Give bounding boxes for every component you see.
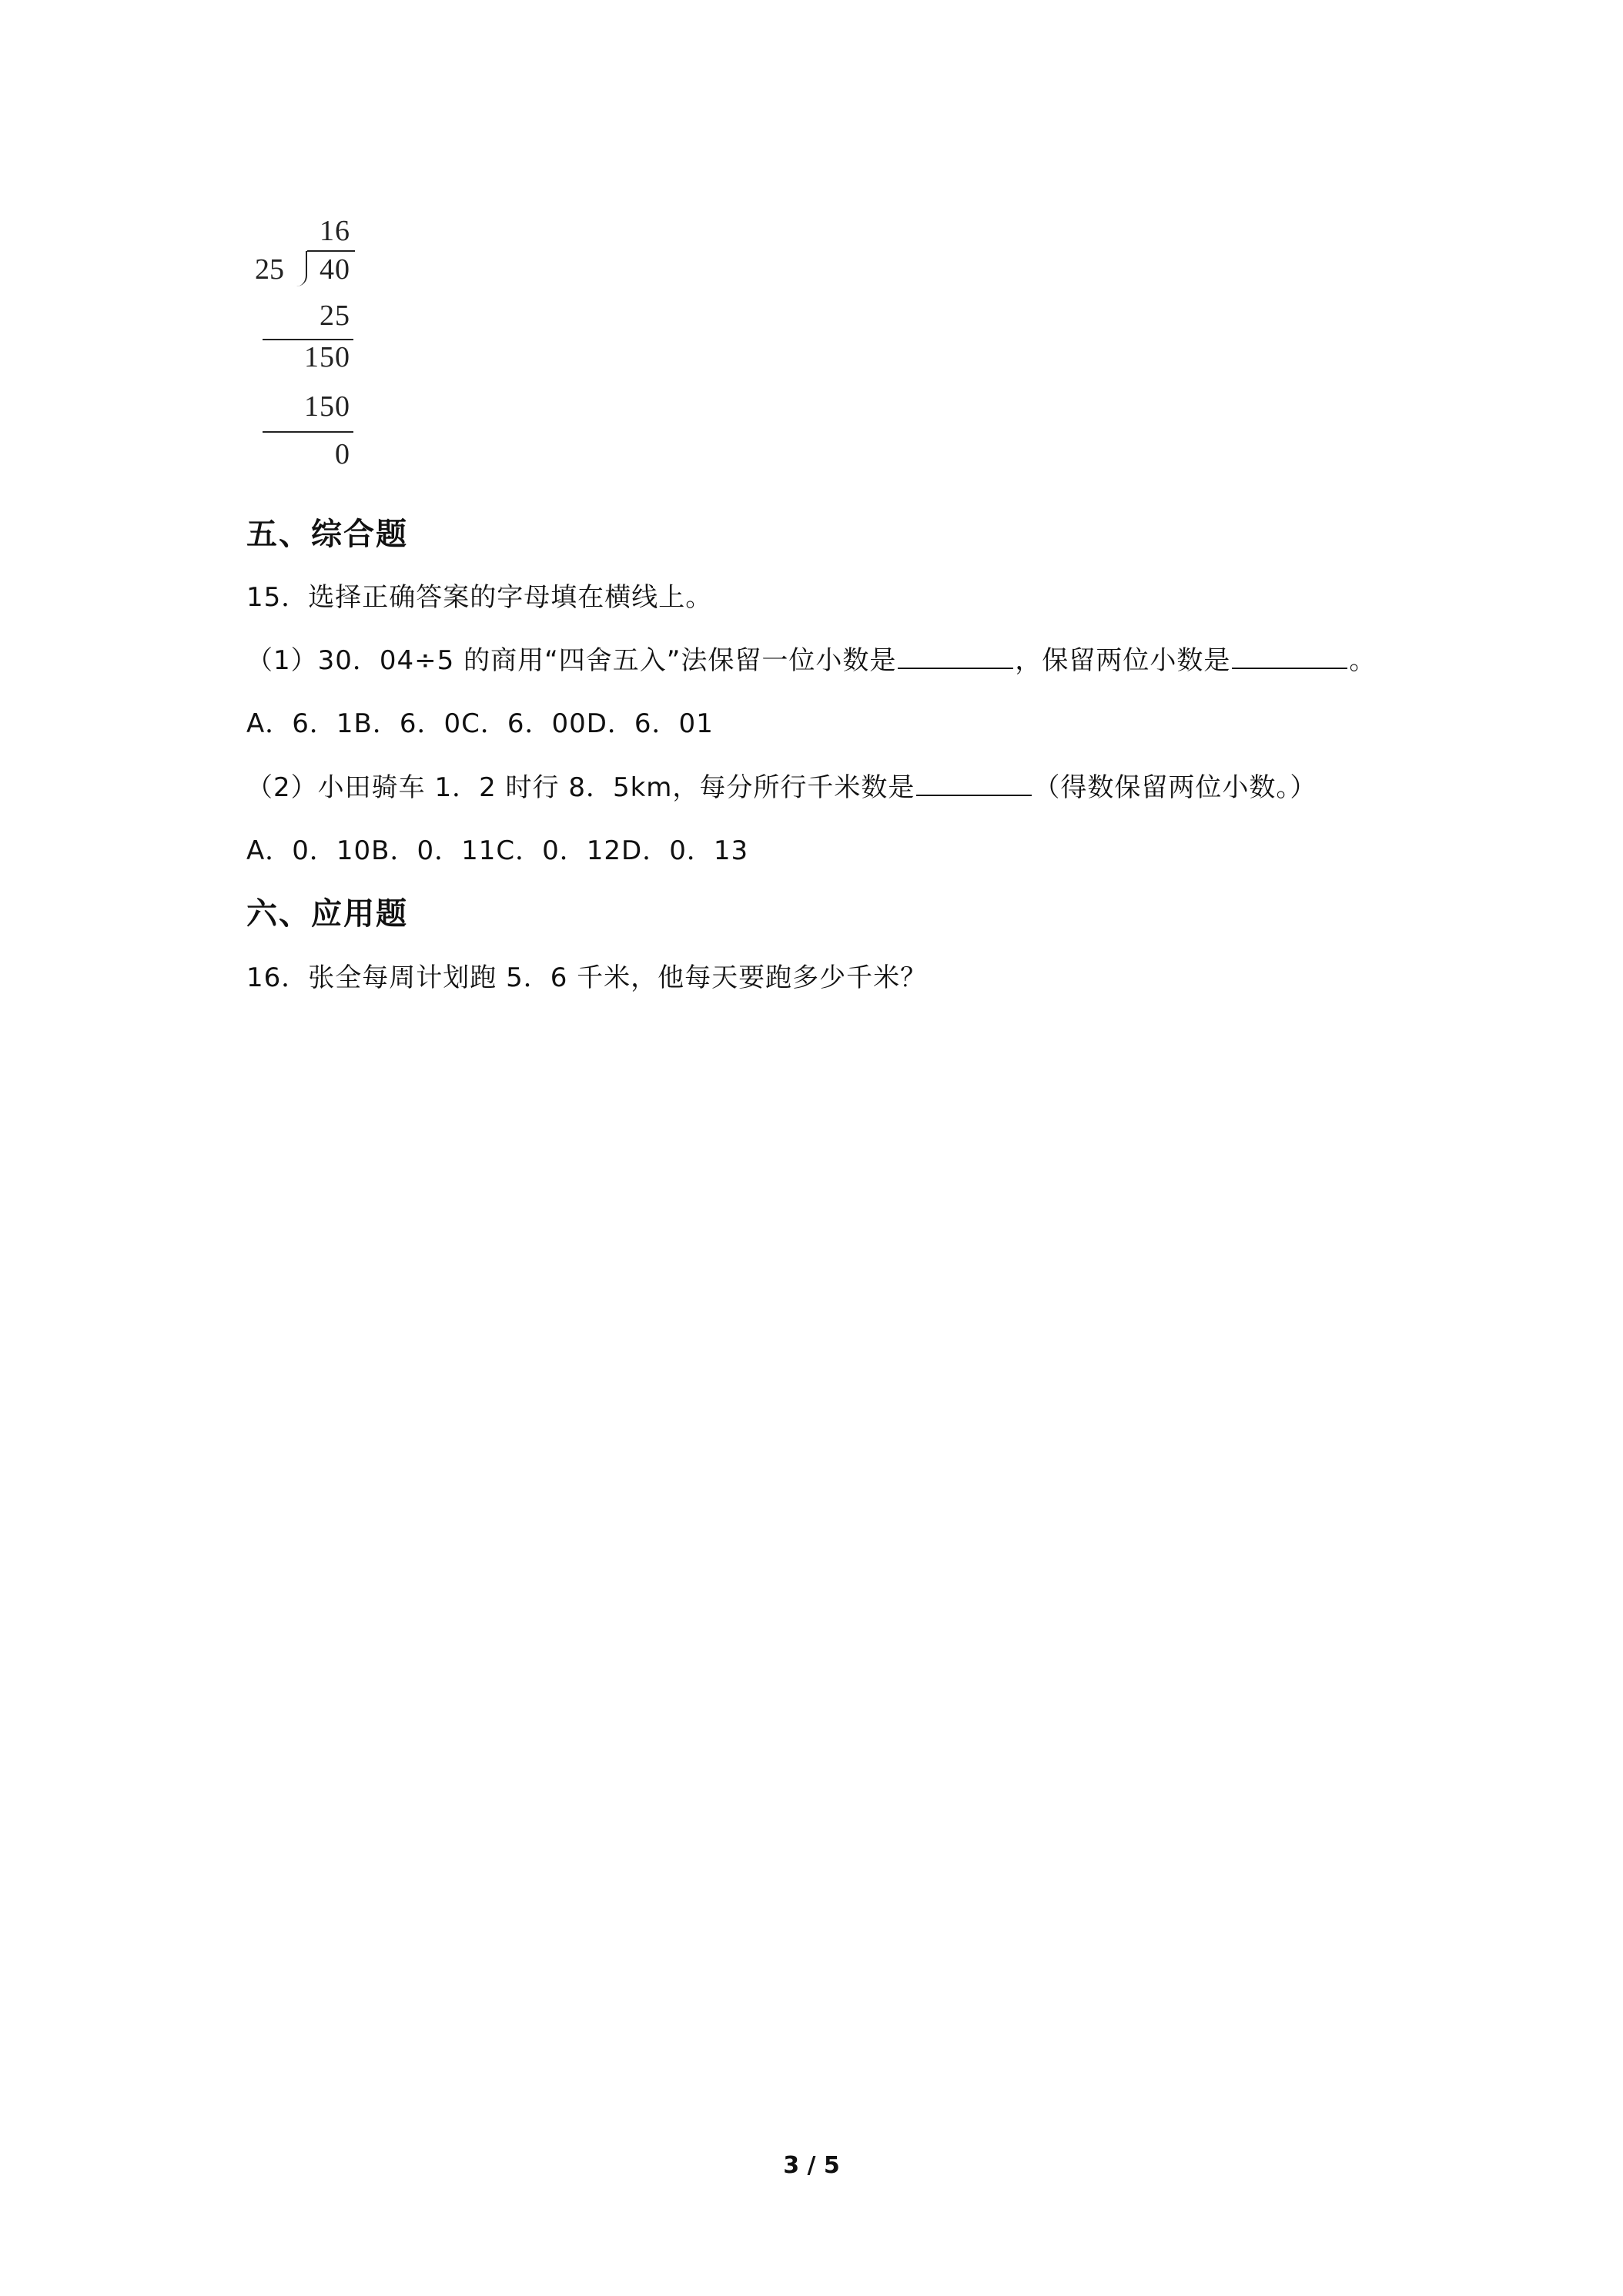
division-top-bar (307, 250, 355, 252)
division-step-1: 25 (320, 300, 350, 332)
page-number: 3 / 5 (783, 2152, 840, 2179)
question-15-stem: 15．选择正确答案的字母填在横线上。 (246, 582, 713, 613)
question-15-part-1-text-a: （1）30．04÷5 的商用“四舍五入”法保留一位小数是 (246, 645, 897, 676)
answer-blank-3[interactable] (916, 771, 1032, 796)
division-remainder: 0 (335, 438, 350, 470)
section-5-heading: 五、综合题 (246, 517, 408, 552)
long-division-figure (250, 208, 358, 477)
division-divisor: 25 (255, 253, 284, 286)
division-rule-2 (263, 431, 353, 433)
question-15-part-2-text-b: （得数保留两位小数。） (1033, 772, 1317, 803)
division-bracket (295, 251, 307, 286)
answer-blank-1[interactable] (898, 644, 1013, 669)
question-15-part-2-options: A．0．10B．0．11C．0．12D．0．13 (246, 835, 749, 866)
question-15-part-2-text-a: （2）小田骑车 1．2 时行 8．5km，每分所行千米数是 (246, 772, 915, 803)
question-16: 16．张全每周计划跑 5．6 千米，他每天要跑多少千米？ (246, 962, 928, 993)
division-quotient: 16 (320, 215, 350, 247)
division-dividend: 40 (320, 253, 350, 286)
division-step-2: 150 (304, 341, 350, 373)
question-15-part-1-text-c: 。 (1349, 645, 1377, 676)
question-15-part-2 (246, 766, 1317, 804)
question-15-part-1-text-b: ，保留两位小数是 (1015, 645, 1231, 676)
section-6-heading: 六、应用题 (246, 896, 408, 932)
question-15-part-1 (246, 639, 1376, 677)
question-15-part-1-options: A．6．1B．6．0C．6．00D．6．01 (246, 708, 714, 739)
answer-blank-2[interactable] (1232, 644, 1347, 669)
division-step-3: 150 (304, 390, 350, 423)
